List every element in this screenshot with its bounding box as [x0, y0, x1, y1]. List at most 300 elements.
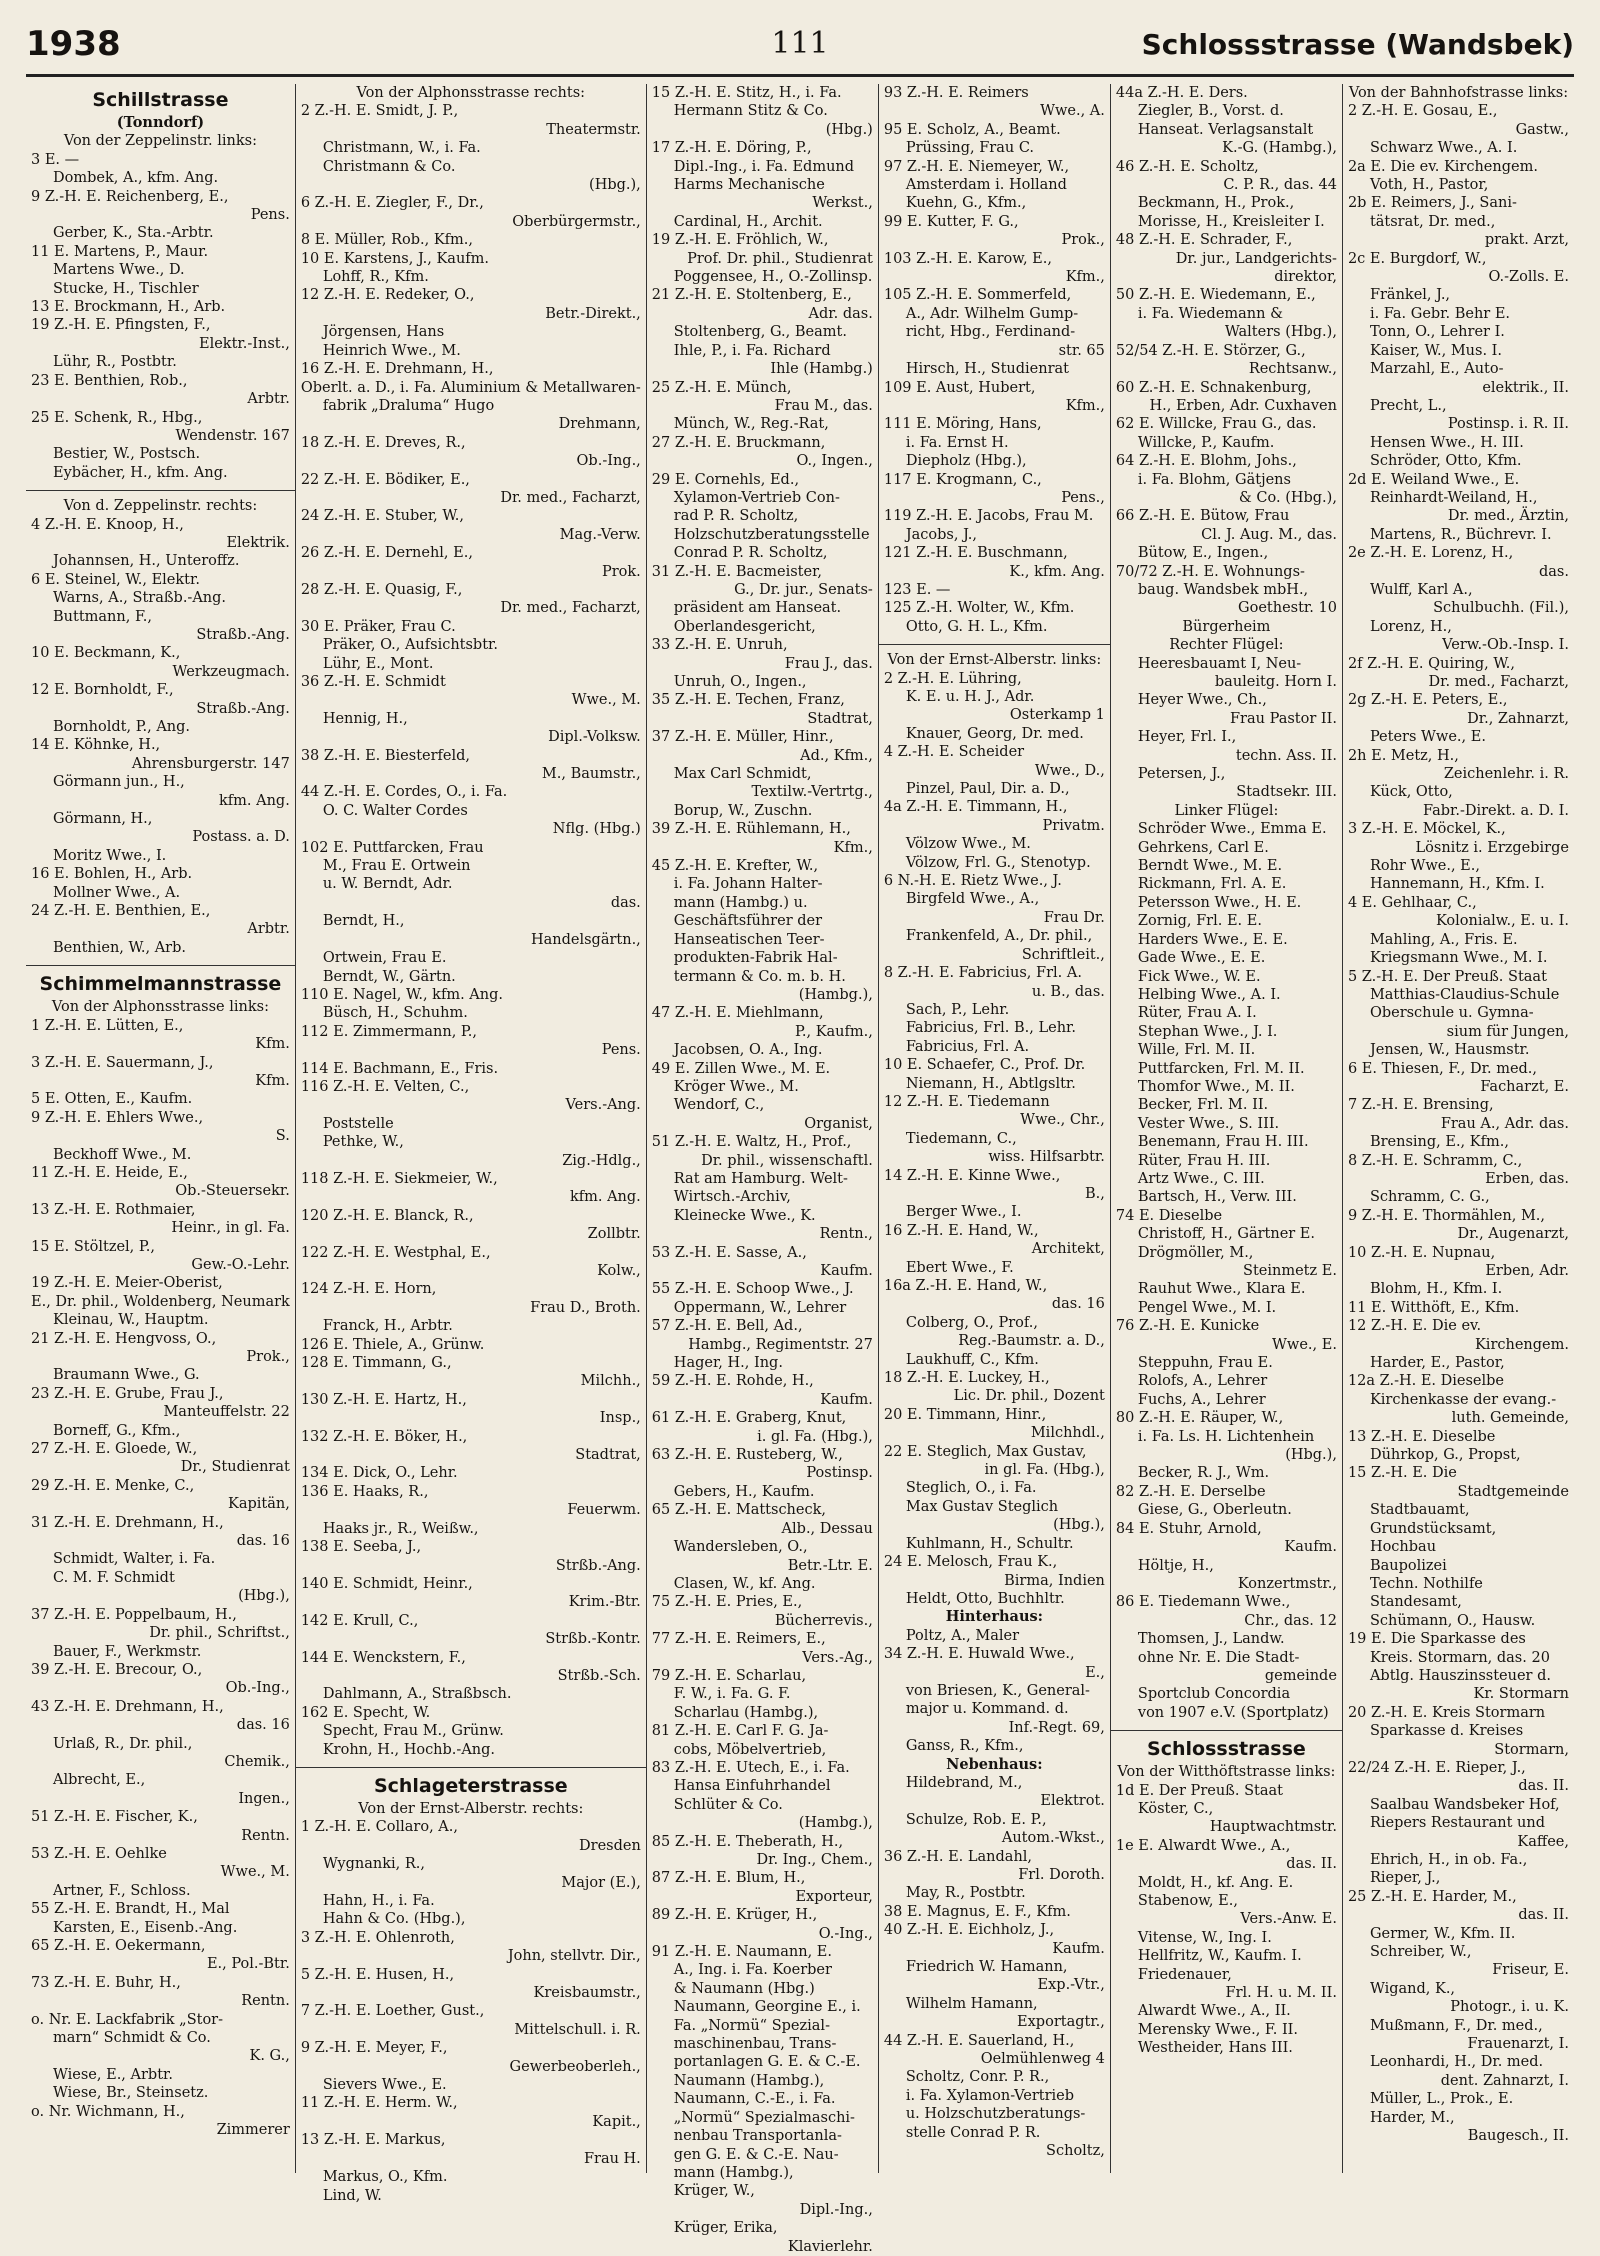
address-entry: 13 E. Brockmann, H., Arb. [31, 299, 226, 316]
resident-line: produkten-Fabrik Hal- [673, 950, 838, 967]
address-entry: 34 Z.-H. E. Huwald Wwe., [883, 1646, 1075, 1663]
resident-line: Stoltenberg, G., Beamt. [673, 324, 847, 341]
resident-line: präsident am Hanseat. [673, 600, 842, 617]
continuation-line: Frau A., Adr. das. [1440, 1115, 1569, 1132]
continuation-line: Osterkamp 1 [1009, 707, 1105, 724]
address-entry: 16 Z.-H. E. Hand, W., [883, 1222, 1039, 1239]
address-entry: 2d E. Weiland Wwe., E. [1347, 471, 1520, 488]
resident-line: Artz Wwe., C. III. [1137, 1170, 1265, 1187]
resident-line: Laukhuff, C., Kfm. [905, 1351, 1039, 1368]
continuation-line: Frau Pastor II. [1230, 710, 1337, 727]
resident-line: Kirchenkasse der evang.- [1369, 1391, 1557, 1408]
address-entry: 39 Z.-H. E. Brecour, O., [31, 1661, 203, 1678]
address-entry: 15 Z.-H. E. Stitz, H., i. Fa. [651, 85, 842, 101]
address-entry: 7 Z.-H. E. Brensing, [1347, 1097, 1494, 1114]
address-entry: 13 Z.-H. E. Rothmaier, [31, 1201, 196, 1218]
continuation-line: E., [1085, 1664, 1105, 1681]
resident-line: Riepers Restaurant und [1369, 1815, 1545, 1832]
resident-line: Stadtbauamt, [1369, 1502, 1470, 1519]
resident-line: Precht, L., [1369, 397, 1447, 414]
continuation-line: Birma, Indien [1004, 1572, 1105, 1589]
continuation-line: E., Pol.-Btr. [206, 1956, 290, 1973]
continuation-line: Ad., Kfm., [800, 747, 873, 764]
direction-heading: Von der Ernst-Alberstr. rechts: [358, 1800, 584, 1817]
address-entry: 44 Z.-H. E. Sauerland, H., [883, 2032, 1075, 2049]
address-entry: 61 Z.-H. E. Graberg, Knut, [651, 1410, 847, 1427]
continuation-line: G., Dr. jur., Senats- [734, 581, 873, 598]
address-entry: 2c E. Burgdorf, W., [1347, 250, 1487, 267]
street-heading: Schlageterstrasse [373, 1774, 568, 1797]
resident-line: Techn. Nothilfe [1369, 1575, 1483, 1592]
resident-line: Steglich, O., i. Fa. [905, 1480, 1037, 1497]
address-entry: 25 Z.-H. E. Harder, M., [1347, 1888, 1517, 1905]
continuation-line: Schulbuchh. (Fil.), [1433, 600, 1569, 617]
resident-line: Leonhardi, H., Dr. med. [1369, 2054, 1544, 2071]
address-entry: 73 Z.-H. E. Buhr, H., [31, 1974, 181, 1991]
continuation-line: luth. Gemeinde, [1451, 1410, 1569, 1427]
street-heading: Schlossstrasse [1147, 1738, 1306, 1761]
resident-line: Höltje, H., [1137, 1557, 1214, 1574]
address-entry: 82 Z.-H. E. Derselbe [1115, 1483, 1266, 1500]
resident-line: Baupolizei [1369, 1557, 1447, 1574]
resident-line: Max Carl Schmidt, [673, 766, 812, 783]
continuation-line: Rentn. [241, 1993, 290, 2010]
continuation-line: i. gl. Fa. (Hbg.), [757, 1428, 873, 1445]
continuation-line: Frau H. [583, 2150, 641, 2167]
continuation-line: Steinmetz E. [1243, 1263, 1337, 1279]
page-year: 1938 [26, 24, 121, 64]
resident-line: Münch, W., Reg.-Rat, [673, 416, 829, 433]
continuation-line: Kaffee, [1517, 1833, 1569, 1850]
continuation-line: Photogr., i. u. K. [1450, 1999, 1569, 2016]
resident-line: Sportclub Concordia [1137, 1686, 1291, 1703]
resident-line: Xylamon-Vertrieb Con- [673, 489, 840, 506]
resident-line: Fick Wwe., W. E. [1137, 968, 1261, 985]
continuation-line: Prok., [1061, 232, 1105, 249]
resident-line: Heyer Wwe., Ch., [1137, 692, 1267, 709]
address-entry: 46 Z.-H. E. Scholtz, [1115, 158, 1259, 175]
address-entry: 81 Z.-H. E. Carl F. G. Ja- [651, 1723, 829, 1740]
directory-column-5 [1110, 84, 1342, 2173]
resident-line: Schulze, Rob. E. P., [905, 1811, 1047, 1828]
directory-column-4 [878, 84, 1110, 2173]
resident-line: Heeresbauamt I, Neu- [1137, 655, 1302, 672]
resident-line: Bartsch, H., Verw. III. [1137, 1189, 1297, 1206]
address-entry: 85 Z.-H. E. Theberath, H., [651, 1833, 844, 1850]
resident-line: Willcke, P., Kaufm. [1137, 434, 1275, 451]
resident-line: Harders Wwe., E. E. [1137, 931, 1288, 948]
address-entry: 10 E. Schaefer, C., Prof. Dr. [883, 1057, 1086, 1074]
address-entry: 3 E. — [31, 151, 80, 168]
address-entry: 50 Z.-H. E. Wiedemann, E., [1115, 287, 1316, 304]
continuation-line: Arbtr. [247, 391, 290, 408]
resident-line: Bestier, W., Postsch. [53, 446, 201, 463]
resident-line: Fa. „Normü“ Spezial- [673, 2017, 830, 2034]
address-entry: 162 E. Specht, W. [300, 1704, 431, 1721]
resident-line: Schmidt, Walter, i. Fa. [53, 1551, 216, 1568]
sub-heading: (Tonndorf) [116, 114, 205, 131]
continuation-line: Elektrik. [226, 534, 290, 551]
address-entry: 24 Z.-H. E. Stuber, W., [300, 508, 464, 525]
address-entry: 80 Z.-H. E. Räuper, W., [1115, 1410, 1284, 1427]
resident-line: i. Fa. Ls. H. Lichtenhein [1137, 1428, 1315, 1445]
resident-line: Tiedemann, C., [905, 1130, 1017, 1147]
address-entry: 18 Z.-H. E. Luckey, H., [883, 1370, 1050, 1387]
resident-line: fabrik „Draluma“ Hugo [322, 397, 495, 414]
resident-line: Wandersleben, O., [673, 1539, 808, 1556]
resident-line: Kuhlmann, H., Schultr. [905, 1535, 1074, 1552]
resident-line: Dahlmann, A., Straßbsch. [322, 1686, 512, 1703]
continuation-line: Kaufm. [1284, 1539, 1337, 1556]
continuation-line: Dr. phil., Schriftst., [149, 1625, 290, 1642]
continuation-line: Elektrot. [1040, 1793, 1105, 1810]
continuation-line: Manteuffelstr. 22 [163, 1404, 290, 1421]
continuation-line: Ahrensburgerstr. 147 [131, 755, 290, 772]
address-entry: 12 Z.-H. E. Redeker, O., [300, 287, 475, 304]
continuation-line: Dresden [579, 1837, 641, 1854]
continuation-line: Elektr.-Inst., [199, 335, 290, 352]
address-entry: 51 Z.-H. E. Waltz, H., Prof., [651, 1134, 852, 1151]
resident-line: Alwardt Wwe., A., II. [1137, 2003, 1291, 2020]
resident-line: Rüter, Frau H. III. [1137, 1152, 1271, 1169]
resident-line: Harder, M., [1369, 2109, 1455, 2126]
continuation-line: Stormarn, [1494, 1741, 1569, 1758]
continuation-line: Fabr.-Direkt. a. D. I. [1423, 802, 1569, 819]
address-entry: 110 E. Nagel, W., kfm. Ang. [300, 986, 503, 1003]
address-entry: 70/72 Z.-H. E. Wohnungs- [1115, 563, 1305, 580]
continuation-line: K.-G. (Hambg.), [1222, 140, 1337, 157]
resident-line: „Normü“ Spezialmaschi- [673, 2109, 855, 2126]
resident-line: Schümann, O., Hausw. [1369, 1612, 1536, 1629]
continuation-line: das. 16 [1051, 1296, 1105, 1313]
continuation-line: Dipl.-Ing., [799, 2201, 873, 2218]
continuation-line: Lic. Dr. phil., Dozent [953, 1388, 1105, 1405]
continuation-line: Wwe., D., [1034, 762, 1105, 779]
resident-line: marn“ Schmidt & Co. [53, 2030, 211, 2047]
address-entry: 2a E. Die ev. Kirchengem. [1347, 158, 1538, 175]
resident-line: Lühr, E., Mont. [322, 655, 434, 672]
continuation-line: Frau Dr. [1043, 909, 1105, 926]
resident-line: ohne Nr. E. Die Stadt- [1137, 1649, 1300, 1666]
continuation-line: Milchhdl., [1030, 1425, 1105, 1442]
address-entry: 43 Z.-H. E. Drehmann, H., [31, 1698, 224, 1715]
address-entry: 117 E. Krogmann, C., [883, 471, 1042, 488]
continuation-line: Facharzt, E. [1480, 1078, 1569, 1095]
address-entry: 36 Z.-H. E. Schmidt [300, 674, 446, 690]
resident-line: Diepholz (Hbg.), [905, 453, 1027, 470]
resident-line: stelle Conrad P. R. [905, 2124, 1041, 2141]
continuation-line: Frl. H. u. M. II. [1225, 1985, 1337, 2002]
resident-line: Merensky Wwe., F. II. [1137, 2021, 1299, 2038]
continuation-line: Frau D., Broth. [530, 1299, 641, 1316]
continuation-line: Betr.-Direkt., [545, 305, 641, 322]
address-entry: 112 E. Zimmermann, P., [300, 1023, 477, 1040]
resident-line: Ehrich, H., in ob. Fa., [1369, 1852, 1528, 1868]
continuation-line: das. [1539, 563, 1569, 580]
resident-line: Ortwein, Frau E. [322, 950, 447, 967]
continuation-line: Kirchengem. [1474, 1336, 1569, 1353]
address-entry: 26 Z.-H. E. Dernehl, E., [300, 545, 473, 562]
resident-line: Mahling, A., Fris. E. [1369, 931, 1518, 948]
resident-line: Krüger, Erika, [673, 2220, 778, 2237]
continuation-line: Oberlt. a. D., i. Fa. Aluminium & Metallwaren- [300, 379, 641, 396]
resident-line: Heldt, Otto, Buchhltr. [905, 1590, 1065, 1607]
continuation-line: Hambg., Regimentstr. 27 [688, 1336, 873, 1353]
resident-line: Lorenz, H., [1369, 618, 1452, 635]
resident-line: Knauer, Georg, Dr. med. [905, 725, 1084, 742]
resident-line: Geschäftsführer der [673, 913, 823, 930]
resident-line: Pethke, W., [322, 1134, 404, 1151]
resident-line: Rolofs, A., Lehrer [1137, 1373, 1268, 1390]
resident-line: Braumann Wwe., G. [53, 1367, 200, 1384]
continuation-line: Kfm., [833, 839, 873, 856]
continuation-line: & Co. (Hbg.), [1238, 489, 1337, 506]
continuation-line: Scholtz, [1046, 2143, 1105, 2160]
address-entry: 44 Z.-H. E. Cordes, O., i. Fa. [300, 784, 508, 801]
address-entry: 93 Z.-H. E. Reimers [883, 85, 1029, 101]
continuation-line: Zig.-Hdlg., [562, 1152, 641, 1169]
address-entry: 134 E. Dick, O., Lehr. [300, 1465, 458, 1482]
continuation-line: das. 16 [236, 1717, 290, 1734]
address-entry: 11 E. Witthöft, E., Kfm. [1347, 1299, 1520, 1316]
address-entry: 27 Z.-H. E. Bruckmann, [651, 434, 826, 451]
address-entry: 75 Z.-H. E. Pries, E., [651, 1594, 803, 1611]
section-divider [26, 965, 295, 966]
resident-line: Karsten, E., Eisenb.-Ang. [53, 1919, 238, 1936]
continuation-line: Heinr., in gl. Fa. [171, 1220, 290, 1237]
continuation-line: kfm. Ang. [569, 1189, 641, 1206]
resident-line: i. Fa. Wiedemann & [1137, 305, 1284, 322]
resident-line: Thomfor Wwe., M. II. [1137, 1078, 1295, 1095]
resident-line: Albrecht, E., [53, 1772, 146, 1789]
address-entry: 87 Z.-H. E. Blum, H., [651, 1870, 806, 1887]
resident-line: Berndt Wwe., M. E. [1137, 858, 1283, 875]
resident-line: Hirsch, H., Studienrat [905, 361, 1069, 378]
resident-line: Bütow, E., Ingen., [1137, 545, 1269, 562]
continuation-line: Ob.-Ing., [576, 453, 641, 470]
resident-line: Urlaß, R., Dr. phil., [53, 1735, 193, 1752]
address-entry: 47 Z.-H. E. Miehlmann, [651, 1005, 824, 1022]
resident-line: Präker, O., Aufsichtsbtr. [322, 637, 498, 654]
continuation-line: Kr. Stormarn [1473, 1686, 1569, 1703]
continuation-line: Textilw.-Vertrtg., [751, 784, 873, 801]
resident-line: Helbing Wwe., A. I. [1137, 986, 1281, 1003]
address-entry: 23 Z.-H. E. Grube, Frau J., [31, 1385, 224, 1402]
address-entry: o. Nr. Wichmann, H., [31, 2103, 185, 2120]
resident-line: Hellfritz, W., Kaufm. I. [1137, 1948, 1302, 1965]
resident-line: Vitense, W., Ing. I. [1137, 1929, 1272, 1946]
continuation-line: Stadtgemeinde [1457, 1483, 1569, 1500]
continuation-line: dent. Zahnarzt, I. [1440, 2072, 1569, 2089]
address-entry: 4 E. Gehlhaar, C., [1347, 894, 1477, 911]
resident-line: Tonn, O., Lehrer I. [1369, 324, 1505, 341]
continuation-line: Walters (Hbg.), [1224, 324, 1337, 341]
address-entry: 9 Z.-H. E. Ehlers Wwe., [31, 1109, 204, 1126]
continuation-line: Kfm. [255, 1036, 290, 1053]
address-entry: 12 E. Bornholdt, F., [31, 682, 174, 699]
address-entry: 120 Z.-H. E. Blanck, R., [300, 1207, 474, 1224]
resident-line: Benthien, W., Arb. [53, 939, 187, 956]
resident-line: Harms Mechanische [673, 177, 825, 194]
address-entry: 29 E. Cornehls, Ed., [651, 471, 800, 488]
address-entry: 18 Z.-H. E. Dreves, R., [300, 434, 466, 451]
resident-line: Lohff, R., Kfm. [322, 269, 429, 286]
address-entry: 31 Z.-H. E. Drehmann, H., [31, 1514, 224, 1531]
address-entry: 37 Z.-H. E. Poppelbaum, H., [31, 1606, 237, 1623]
directory-column-2 [295, 84, 646, 2204]
continuation-line: Werkst., [812, 195, 873, 212]
resident-line: Görmann, H., [53, 811, 153, 828]
continuation-line: Major (E.), [561, 1874, 641, 1891]
resident-line: Ebert Wwe., F. [905, 1259, 1014, 1276]
resident-line: Peters Wwe., E. [1369, 729, 1486, 746]
resident-line: Niemann, H., Abtlgsltr. [905, 1075, 1076, 1092]
section-divider [26, 490, 295, 491]
continuation-line: das. II. [1518, 1778, 1569, 1795]
address-entry: 103 Z.-H. E. Karow, E., [883, 250, 1052, 267]
address-entry: 19 Z.-H. E. Meier-Oberist, [31, 1275, 223, 1292]
address-entry: 84 E. Stuhr, Arnold, [1115, 1520, 1262, 1537]
continuation-line: Dr. med., Facharzt, [500, 489, 641, 506]
continuation-line: Chemik., [224, 1753, 290, 1770]
address-entry: 8 E. Müller, Rob., Kfm., [300, 232, 473, 249]
resident-line: Fabricius, Frl. A. [905, 1038, 1030, 1055]
address-entry: 1 Z.-H. E. Lütten, E., [31, 1017, 184, 1034]
resident-line: Naumann, Georgine E., i. [673, 1999, 861, 2016]
resident-line: Kriegsmann Wwe., M. I. [1369, 950, 1548, 967]
resident-line: Puttfarcken, Frl. M. II. [1137, 1060, 1305, 1077]
continuation-line: Kolw., [597, 1263, 641, 1279]
address-entry: 119 Z.-H. E. Jacobs, Frau M. [883, 508, 1094, 525]
continuation-line: Erben, das. [1485, 1170, 1569, 1187]
continuation-line: Cl. J. Aug. M., das. [1201, 526, 1337, 543]
resident-line: Blohm, H., Kfm. I. [1369, 1281, 1503, 1298]
resident-line: Gade Wwe., E. E. [1137, 950, 1266, 967]
continuation-line: Strßb.-Kontr. [545, 1631, 641, 1648]
address-entry: 89 Z.-H. E. Krüger, H., [651, 1907, 818, 1924]
address-entry: 6 Z.-H. E. Ziegler, F., Dr., [300, 195, 484, 212]
directory-column-3 [646, 84, 878, 2255]
address-entry: 53 Z.-H. E. Sasse, A., [651, 1244, 807, 1261]
resident-line: maschinenbau, Trans- [673, 2036, 837, 2053]
resident-line: Becker, R. J., Wm. [1137, 1465, 1270, 1482]
resident-line: Kreis. Stormarn, das. 20 [1369, 1649, 1550, 1666]
address-entry: 27 Z.-H. E. Gloede, W., [31, 1441, 198, 1458]
resident-line: Wigand, K., [1369, 1980, 1456, 1997]
address-entry: 9 Z.-H. E. Meyer, F., [300, 2040, 448, 2057]
resident-line: Brensing, E., Kfm., [1369, 1134, 1509, 1151]
resident-line: Büsch, H., Schuhm. [322, 1005, 468, 1022]
address-entry: 12a Z.-H. E. Dieselbe [1347, 1373, 1505, 1390]
address-entry: 20 E. Timmann, Hinr., [883, 1406, 1047, 1423]
continuation-line: Erben, Adr. [1485, 1263, 1569, 1279]
continuation-line: Dr. med., Ärztin, [1447, 508, 1569, 525]
continuation-line: M., Baumstr., [541, 766, 641, 783]
direction-heading: Linker Flügel: [1174, 802, 1279, 819]
resident-line: Warns, A., Straßb.-Ang. [53, 590, 227, 607]
resident-line: Pengel Wwe., M. I. [1137, 1299, 1277, 1316]
resident-line: Jacobs, J., [905, 526, 977, 543]
resident-line: Harder, E., Pastor, [1369, 1355, 1505, 1372]
resident-line: Birgfeld Wwe., A., [905, 891, 1040, 908]
resident-line: Hensen Wwe., H. III. [1369, 434, 1524, 451]
continuation-line: Frauenarzt, I. [1467, 2036, 1569, 2053]
continuation-line: Milchh., [580, 1373, 641, 1390]
resident-line: Schreiber, W., [1369, 1944, 1472, 1961]
continuation-line: Autom.-Wkst., [1001, 1830, 1105, 1847]
continuation-line: Kapit., [592, 2113, 641, 2130]
continuation-line: Pens. [250, 207, 290, 224]
continuation-line: Oelmühlenweg 4 [980, 2051, 1105, 2068]
continuation-line: Mittelschull. i. R. [514, 2021, 641, 2038]
resident-line: Conrad P. R. Scholtz, [673, 545, 828, 562]
address-entry: 2h E. Metz, H., [1347, 747, 1459, 764]
continuation-line: Straßb.-Ang. [196, 700, 290, 717]
address-entry: 74 E. Dieselbe [1115, 1207, 1223, 1224]
resident-line: Benemann, Frau H. III. [1137, 1134, 1309, 1151]
address-entry: 14 Z.-H. E. Kinne Wwe., [883, 1167, 1061, 1184]
resident-line: nenbau Transportanla- [673, 2128, 842, 2145]
resident-line: Wirtsch.-Archiv, [673, 1189, 791, 1206]
address-entry: 121 Z.-H. E. Buschmann, [883, 545, 1068, 562]
continuation-line: E., Dr. phil., Woldenberg, Neumark [31, 1293, 290, 1310]
address-entry: 132 Z.-H. E. Böker, H., [300, 1428, 468, 1445]
resident-line: Beckmann, H., Prok., [1137, 195, 1295, 212]
resident-line: Friedenauer, [1137, 1966, 1232, 1983]
continuation-line: (Hbg.), [1053, 1517, 1105, 1534]
resident-line: Rohr Wwe., E., [1369, 858, 1480, 875]
resident-line: von Briesen, K., General- [905, 1682, 1090, 1699]
continuation-line: (Hbg.), [238, 1588, 290, 1605]
address-entry: 76 Z.-H. E. Kunicke [1115, 1318, 1260, 1335]
address-entry: 8 Z.-H. E. Fabricius, Frl. A. [883, 965, 1082, 982]
resident-line: Petersson Wwe., H. E. [1137, 894, 1302, 911]
address-entry: 10 Z.-H. E. Nupnau, [1347, 1244, 1496, 1261]
address-entry: 6 N.-H. E. Rietz Wwe., J. [883, 873, 1062, 890]
resident-line: Gerber, K., Sta.-Arbtr. [53, 225, 214, 242]
continuation-line: Zimmerer [216, 2122, 290, 2139]
continuation-line: Postinsp. [806, 1465, 873, 1482]
resident-line: Specht, Frau M., Grünw. [322, 1723, 504, 1740]
address-entry: 24 Z.-H. E. Benthien, E., [31, 903, 211, 920]
resident-line: Artner, F., Schloss. [53, 1882, 191, 1899]
resident-line: Otto, G. H. L., Kfm. [905, 618, 1048, 635]
address-entry: 2 Z.-H. E. Smidt, J. P., [300, 103, 459, 120]
continuation-line: Frau J., das. [784, 655, 873, 672]
resident-line: Borup, W., Zuschn. [673, 802, 813, 819]
continuation-line: Ingen., [238, 1790, 290, 1807]
continuation-line: Dr. med., Facharzt, [1428, 674, 1569, 690]
street-heading: Schillstrasse [92, 89, 229, 111]
direction-heading: Bürgerheim [1182, 618, 1271, 635]
address-entry: 40 Z.-H. E. Eichholz, J., [883, 1922, 1055, 1939]
resident-line: Mollner Wwe., A. [53, 884, 181, 901]
resident-line: Bornholdt, P., Ang. [53, 719, 191, 735]
address-entry: 19 Z.-H. E. Pfingsten, F., [31, 317, 211, 334]
resident-line: Ziegler, B., Vorst. d. [1137, 103, 1284, 120]
address-entry: 48 Z.-H. E. Schrader, F., [1115, 232, 1293, 249]
address-entry: 1 Z.-H. E. Collaro, A., [300, 1819, 458, 1836]
continuation-line: techn. Ass. II. [1235, 747, 1337, 764]
resident-line: termann & Co. m. b. H. [673, 968, 846, 985]
address-entry: 11 Z.-H. E. Herm. W., [300, 2095, 458, 2112]
resident-line: Hahn, H., i. Fa. [322, 1893, 435, 1909]
continuation-line: Drehmann, [558, 416, 641, 433]
resident-line: Schröder Wwe., Emma E. [1137, 821, 1327, 838]
resident-line: F. W., i. Fa. G. F. [673, 1686, 791, 1703]
address-entry: 83 Z.-H. E. Utech, E., i. Fa. [651, 1759, 850, 1776]
resident-line: Bauer, F., Werkmstr. [53, 1643, 202, 1660]
